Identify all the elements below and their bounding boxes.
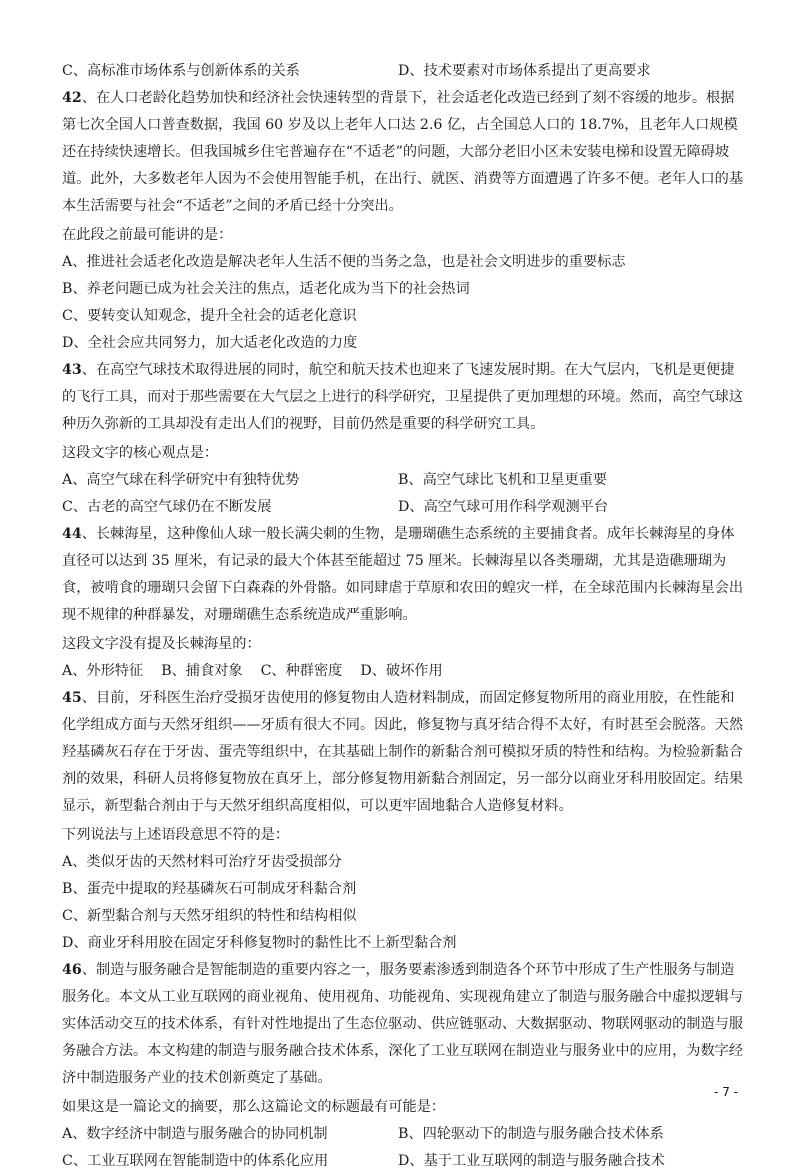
question-prompt: 这段文字的核心观点是： <box>62 445 219 461</box>
q43-option-c[interactable]: C、古老的高空气球仍在不断发展 <box>62 499 272 515</box>
q46-options-row-1 <box>62 1121 744 1148</box>
stem-text: 、制造与服务融合是智能制造的重要内容之一，服务要素渗透到制造各个环节中形成了生产性服务与制造服务化。本文从工业互联网的商业视角、使用视角、功能视角、实现视角建立了制造与服务融合中虚拟逻辑与实体活动交互的技术体系，有针对性地提出了生态位驱动、供应链驱动、大数据驱动、物联网驱动的制造与服务融合方法。本文构建的制造与服务融合技术体系，深化了工业互联网在制造业与服务业中的应用，为数字经济中制造服务产业的技术创新奠定了基础。 <box>62 962 744 1086</box>
question-number: 45 <box>62 690 82 706</box>
q45-option-b[interactable]: B、蛋壳中提取的羟基磷灰石可制成牙科黏合剂 <box>62 881 357 897</box>
stem-text: 、目前，牙科医生治疗受损牙齿使用的修复物由人造材料制成，而固定修复物所用的商业用胶，在性能和化学组成方面与天然牙组织——牙质有很大不同。因此，修复物与真牙结合得不太好，有时甚至会脱落。天然羟基磷灰石存在于牙齿、蛋壳等组织中，在其基础上制作的新黏合剂可模拟牙质的特性和结构。为检验新黏合剂的效果，科研人员将修复物放在真牙上，部分修复物用新黏合剂固定，另一部分以商业牙科用胶固定。结果显示，新型黏合剂由于与天然牙组织高度相似，可以更牢固地黏合人造修复材料。 <box>62 690 744 814</box>
question-stem <box>62 957 744 1092</box>
q46-option-b[interactable]: B、四轮驱动下的制造与服务融合技术体系 <box>398 1126 664 1142</box>
q42-option-d[interactable]: D、全社会应共同努力，加大适老化改造的力度 <box>62 335 358 351</box>
q46-option-a[interactable]: A、数字经济中制造与服务融合的协同机制 <box>62 1126 328 1142</box>
question-prompt: 如果这是一篇论文的摘要，那么这篇论文的标题最有可能是： <box>62 1099 446 1115</box>
q42-option-b[interactable]: B、养老问题已成为社会关注的焦点，适老化成为当下的社会热词 <box>62 281 470 297</box>
q43-options-row-2 <box>62 494 744 521</box>
question-45 <box>62 685 744 957</box>
question-44 <box>62 521 744 685</box>
question-43 <box>62 357 744 521</box>
q45-option-a[interactable]: A、类似牙齿的天然材料可治疗牙齿受损部分 <box>62 854 342 870</box>
question-number: 43 <box>62 362 82 378</box>
q41-options-row <box>62 58 744 85</box>
q44-option-a[interactable]: A、外形特征 <box>62 663 144 679</box>
q42-option-a[interactable]: A、推进社会适老化改造是解决老年人生活不便的当务之急，也是社会文明进步的重要标志 <box>62 254 626 270</box>
q43-option-d[interactable]: D、高空气球可用作科学观测平台 <box>398 499 609 515</box>
stem-text: 、长棘海星，这种像仙人球一般长满尖刺的生物，是珊瑚礁生态系统的主要捕食者。成年长棘海星的身体直径可以达到 35 厘米，有记录的最大个体甚至能超过 75 厘米。长棘海星以各类珊瑚，尤其是造礁珊瑚为食，被啃食的珊瑚只会留下白森森的外骨骼。如同肆虐于草原和农田的蝗灾一样，在全球范围内长棘海星会出现不规律的种群暴发，对珊瑚礁生态系统造成严重影响。 <box>62 526 744 623</box>
question-stem <box>62 85 744 220</box>
q44-option-b[interactable]: B、捕食对象 <box>161 663 243 679</box>
question-stem <box>62 357 744 438</box>
question-number: 42 <box>62 90 82 106</box>
q43-option-b[interactable]: B、高空气球比飞机和卫星更重要 <box>398 472 608 488</box>
q43-option-a[interactable]: A、高空气球在科学研究中有独特优势 <box>62 472 300 488</box>
question-46 <box>62 957 744 1175</box>
stem-text: 、在人口老龄化趋势加快和经济社会快速转型的背景下，社会适老化改造已经到了刻不容缓的地步。根据第七次全国人口普查数据，我国 60 岁及以上老年人口达 2.6 亿，占全国总人口的 18.7%，且老年人口规模还在持续快速增长。但我国城乡住宅普遍存在“不适老”的问题，大部分老旧小区未安装电梯和设置无障碍坡道。此外，大多数老年人因为不会使用智能手机，在出行、就医、消费等方面遭遇了许多不便。老年人口的基本生活需要与社会“不适老”之间的矛盾已经十分突出。 <box>62 90 744 214</box>
q46-options-row-2 <box>62 1148 744 1175</box>
page-number: - 7 - <box>714 1085 738 1099</box>
question-number: 44 <box>62 526 82 542</box>
q45-option-c[interactable]: C、新型黏合剂与天然牙组织的特性和结构相似 <box>62 908 357 924</box>
q44-option-d[interactable]: D、破坏作用 <box>360 663 443 679</box>
q42-option-c[interactable]: C、要转变认知观念，提升全社会的适老化意识 <box>62 308 357 324</box>
question-number: 46 <box>62 962 82 978</box>
q46-option-d[interactable]: D、基于工业互联网的制造与服务融合技术 <box>398 1153 665 1169</box>
stem-text: 、在高空气球技术取得进展的同时，航空和航天技术也迎来了飞速发展时期。在大气层内，飞机是更便捷的飞行工具，而对于那些需要在大气层之上进行的科学研究，卫星提供了更加理想的环境。然而，高空气球这种历久弥新的工具却没有走出人们的视野，目前仍然是重要的科学研究工具。 <box>62 362 744 432</box>
q44-option-c[interactable]: C、种群密度 <box>260 663 343 679</box>
q46-option-c[interactable]: C、工业互联网在智能制造中的体系化应用 <box>62 1153 329 1169</box>
exam-page <box>62 58 744 1175</box>
q45-option-d[interactable]: D、商业牙科用胶在固定牙科修复物时的黏性比不上新型黏合剂 <box>62 935 457 951</box>
question-stem <box>62 685 744 820</box>
question-prompt: 在此段之前最可能讲的是： <box>62 227 233 243</box>
q44-options-row <box>62 658 744 685</box>
question-42 <box>62 85 744 357</box>
question-prompt: 这段文字没有提及长棘海星的： <box>62 636 261 652</box>
q43-options-row-1 <box>62 467 744 494</box>
q41-option-c[interactable]: C、高标准市场体系与创新体系的关系 <box>62 63 300 79</box>
q41-option-d[interactable]: D、技术要素对市场体系提出了更高要求 <box>398 63 651 79</box>
question-stem <box>62 521 744 629</box>
question-prompt: 下列说法与上述语段意思不符的是： <box>62 827 290 843</box>
